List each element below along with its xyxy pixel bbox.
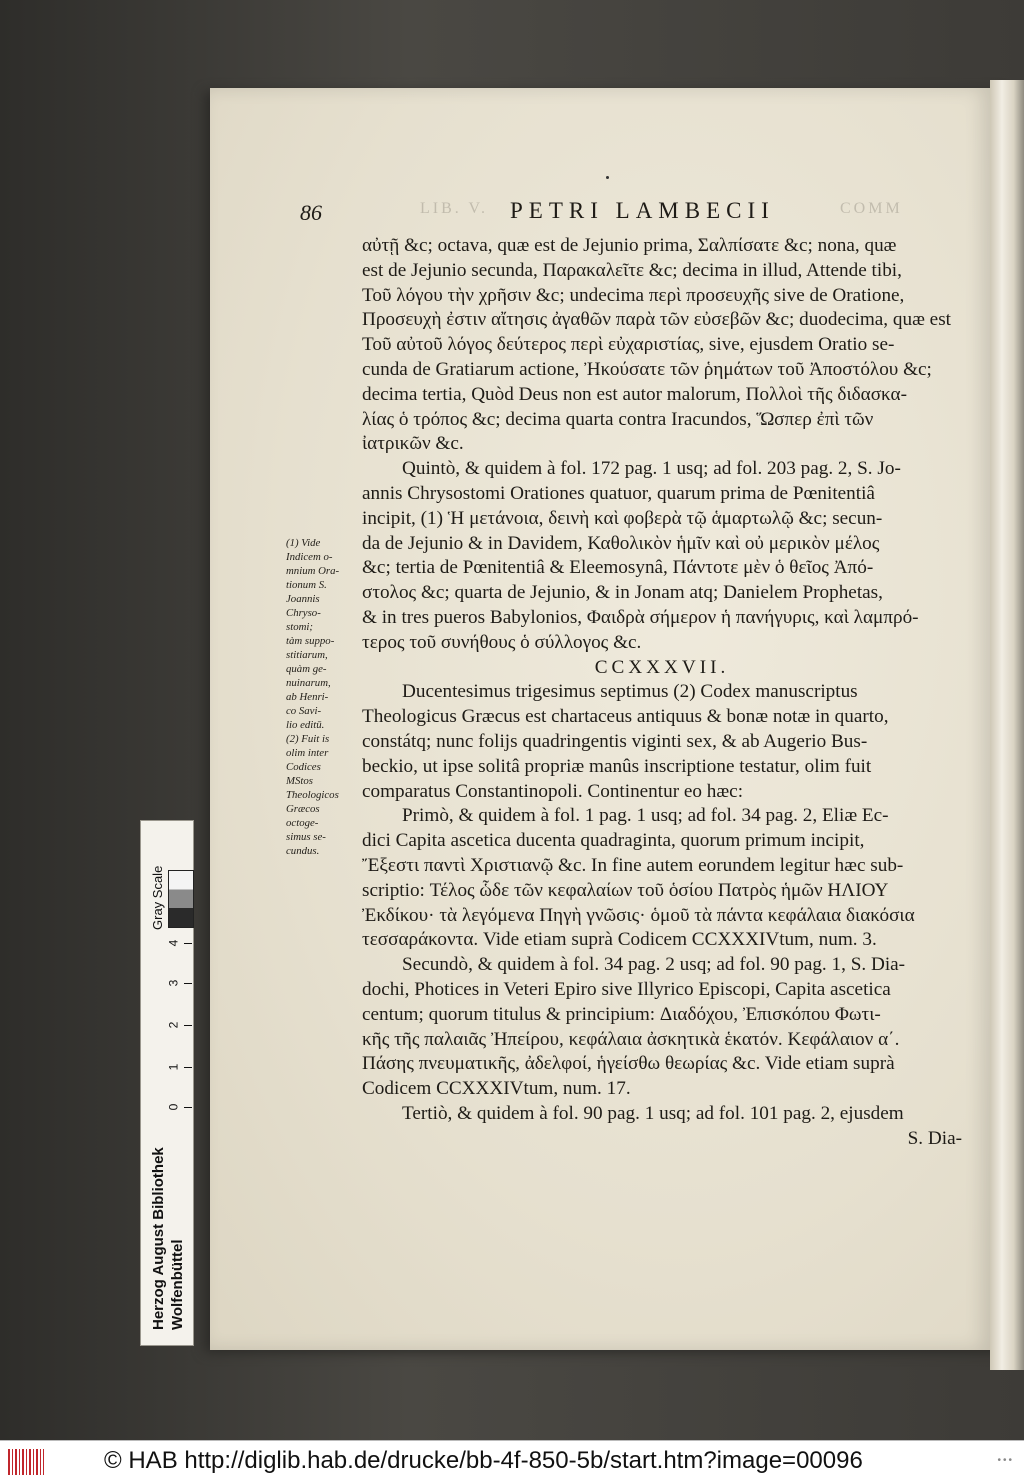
text-line: centum; quorum titulus & principium: Διαδόχου, Ἐπισκόπου Φωτι- — [362, 1003, 881, 1025]
ruler-number: 1 — [166, 1063, 181, 1071]
hab-logo-icon — [8, 1449, 44, 1475]
ruler-number: 0 — [166, 1103, 181, 1111]
text-line: Secundò, & quidem à fol. 34 pag. 2 usq; ad fol. 90 pag. 1, S. Dia- — [402, 954, 906, 976]
text-line: λίας ὁ τρόπος &c; decima quarta contra Iracundos, Ὥσπερ ἐπὶ τῶν — [362, 408, 874, 430]
text-line: τερος τοῦ συνήθους ὁ σύλλογος &c. — [362, 631, 642, 653]
margin-note-line: Joannis — [286, 593, 320, 605]
margin-note-line: olim inter — [286, 747, 329, 759]
text-line: Primò, & quidem à fol. 1 pag. 1 usq; ad fol. 34 pag. 2, Eliæ Ec- — [402, 805, 889, 827]
page-number: 86 — [300, 200, 322, 225]
text-line: decima tertia, Quòd Deus non est autor malorum, Πολλοὶ τῆς διδασκα- — [362, 383, 907, 405]
text-line: S. Dia- — [907, 1127, 962, 1149]
ruler-institution — [149, 1030, 193, 1330]
text-line: αὐτῇ &c; octava, quæ est de Jejunio prima, Σαλπίσατε &c; nona, quæ — [362, 235, 897, 256]
gray-scale-swatches — [168, 870, 194, 928]
text-line: cunda de Gratiarum actione, Ἠκούσατε τῶν ῥημάτων τοῦ Ἀποστόλου &c; — [362, 358, 932, 380]
margin-notes — [286, 536, 358, 858]
margin-note-line: mnium Ora- — [286, 565, 340, 577]
text-line: Ducentesimus trigesimus septimus (2) Codex manuscriptus — [402, 681, 858, 703]
margin-note-line: ab Henri- — [286, 691, 329, 703]
ruler-institution-line1: Herzog August Bibliothek — [150, 1147, 167, 1330]
text-line: da de Jejunio & in Davidem, Καθολικὸν ἡμῖν καὶ οὐ μερικὸν μέλος — [362, 532, 880, 554]
text-line: τεσσαράκοντα. Vide etiam suprà Codicem CCXXXIVtum, num. 3. — [362, 929, 877, 951]
text-line: στολος &c; quarta de Jejunio, & in Jonam atq; Danielem Prophetas, — [362, 582, 883, 604]
text-line: scriptio: Τέλος ὧδε τῶν κεφαλαίων τοῦ ὁσίου Πατρὸς ἡμῶν ΗΛΙΟΥ — [362, 879, 889, 901]
footer-marks: ••• — [997, 1455, 1014, 1466]
text-line: Tertiò, & quidem à fol. 90 pag. 1 usq; ad fol. 101 pag. 2, ejusdem — [402, 1102, 904, 1124]
text-line: &c; tertia de Pœnitentiâ & Eleemosynâ, Πάντοτε μὲν ὁ θεῖος Ἀπό- — [362, 557, 874, 579]
margin-note-line: quàm ge- — [286, 663, 327, 675]
margin-note-line: Indicem o- — [286, 551, 333, 563]
text-line: Quintò, & quidem à fol. 172 pag. 1 usq; ad fol. 203 pag. 2, S. Jo- — [402, 458, 901, 480]
text-line: constátq; nunc folijs quadringentis viginti sex, & ab Augerio Bus- — [362, 730, 868, 752]
margin-note-line: tionum S. — [286, 579, 327, 591]
margin-note-line: co Savi- — [286, 705, 322, 717]
margin-note-line: Chryso- — [286, 607, 321, 619]
ruler-number: 4 — [166, 939, 181, 947]
ruler-number: 2 — [166, 1021, 181, 1029]
running-title: PETRI LAMBECII — [510, 198, 775, 223]
text-line: beckio, ut ipse solitâ propriæ manûs inscriptione testatur, olim fuit — [362, 755, 872, 777]
text-line: CCXXXVII. — [594, 656, 730, 678]
margin-note-line: tàm suppo- — [286, 635, 335, 647]
text-line: Ἐκδίκου· τὰ λεγόμενα Πηγὴ γνῶσις· ὁμοῦ τὰ πάντα κεφάλαια διακόσια — [362, 904, 915, 926]
text-line: Τοῦ αὐτοῦ λόγος δεύτερος περὶ εὐχαριστίας, sive, ejusdem Oratio se- — [362, 334, 895, 356]
text-line: Codicem CCXXXIVtum, num. 17. — [362, 1078, 631, 1100]
margin-note-line: lio editū. — [286, 719, 325, 731]
margin-note-line: Theologicos — [286, 789, 339, 801]
text-line: Theologicus Græcus est chartaceus antiquus & bonæ notæ in quarto, — [362, 706, 889, 728]
footer-url[interactable]: © HAB http://diglib.hab.de/drucke/bb-4f-850-5b/start.htm?image=00096 — [104, 1447, 863, 1474]
text-line: κῆς τῆς παλαιᾶς Ἠπείρου, κεφάλαια ἀσκητικὰ ἑκατόν. Κεφάλαιον α΄. — [362, 1028, 900, 1050]
margin-note-line: Codices — [286, 761, 321, 773]
ruler-tick — [184, 983, 192, 984]
page-fore-edge — [990, 80, 1024, 1370]
margin-note-line: MStos — [286, 775, 313, 787]
margin-note-line: cundus. — [286, 845, 320, 857]
ruler-number: 3 — [166, 979, 181, 987]
ruler-institution-line2: Wolfenbüttel — [169, 1239, 186, 1330]
bleed-through-text-right: LIB. V. — [420, 200, 488, 217]
text-line: Προσευχὴ ἐστιν αἴτησις ἀγαθῶν παρὰ τῶν εὐσεβῶν &c; duodecima, quæ est — [362, 309, 951, 331]
margin-note-line: Græcos — [286, 803, 320, 815]
text-line: incipit, (1) Ἡ μετάνοια, δεινὴ καὶ φοβερὰ τῷ ἁμαρτωλῷ &c; secun- — [362, 507, 883, 529]
margin-note-line: stomi; — [286, 621, 313, 633]
margin-note-line: simus se- — [286, 831, 326, 843]
text-line: dici Capita ascetica ducenta quadraginta, quorum primum incipit, — [362, 830, 865, 852]
footer-bar — [0, 1440, 1024, 1483]
text-line: est de Jejunio secunda, Παρακαλεῖτε &c; decima in illud, Attende tibi, — [362, 259, 902, 281]
bleed-through-text-left: COMM — [840, 200, 903, 217]
ink-dot — [606, 176, 609, 179]
ruler-tick — [184, 1025, 192, 1026]
margin-note-line: (1) Vide — [286, 537, 321, 549]
text-line: Τοῦ λόγου τὴν χρῆσιν &c; undecima περὶ προσευχῆς sive de Oratione, — [362, 284, 905, 306]
text-line: & in tres pueros Babylonios, Φαιδρὰ σήμερον ἡ πανήγυρις, καὶ λαμπρό- — [362, 606, 919, 628]
margin-note-line: stitiarum, — [286, 649, 328, 661]
gray-scale-label: Gray Scale — [150, 865, 165, 930]
margin-note-line: nuinarum, — [286, 677, 331, 689]
ruler-tick — [184, 943, 192, 944]
text-line: Ἔξεστι παντὶ Χριστιανῷ &c. In fine autem eorundem legitur hæc sub- — [362, 854, 904, 876]
text-line: ἰατρικῶν &c. — [362, 433, 464, 455]
text-line: dochi, Photices in Veteri Epiro sive Illyrico Episcopi, Capita ascetica — [362, 978, 891, 1000]
text-line: Πάσης πνευματικῆς, ἀδελφοί, ἡγείσθω θεωρίας &c. Vide etiam suprà — [362, 1053, 895, 1075]
text-line: comparatus Constantinopoli. Continentur eo hæc: — [362, 780, 744, 802]
main-text-column — [362, 234, 962, 1151]
margin-note-line: (2) Fuit is — [286, 733, 330, 745]
text-line: annis Chrysostomi Orationes quatuor, quarum prima de Pœnitentiâ — [362, 482, 875, 504]
margin-note-line: octoge- — [286, 817, 319, 829]
